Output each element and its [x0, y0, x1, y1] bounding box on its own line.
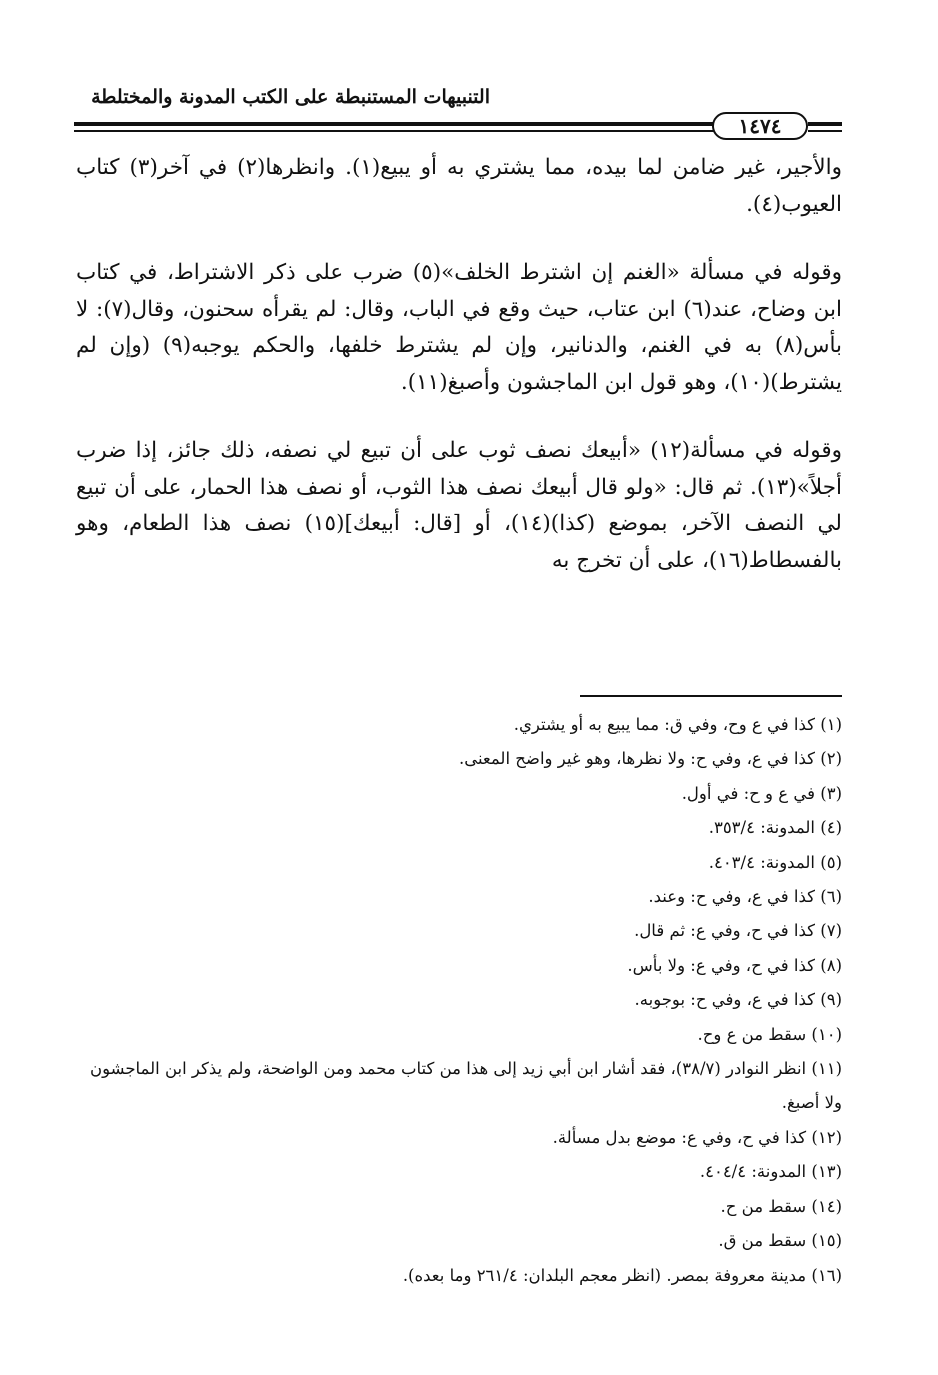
footnote-3: (٣) في ع و ح: في أول. — [681, 783, 842, 803]
footnote-16: (١٦) مدينة معروفة بمصر. (انظر معجم البلدان: ٢٦١/٤ وما بعده). — [402, 1265, 842, 1285]
footnote-1: (١) كذا في ع وح، وفي ق: مما يبيع به أو يشتري. — [513, 715, 842, 734]
paragraph-3: وقوله في مسألة(١٢) «أبيعك نصف ثوب على أن تبيع لي نصفه، ذلك جائز، إذا ضرب أجلاً»(١٣). ثم قال: «ولو قال أبيعك نصف هذا الثوب، أو نصف هذا الحمار، على أن تبيع لي النصف الآخر، بموضع (كذا)(١٤)، أو [قال: أبيعك](١٥) نصف هذا الطعام، وهو بالفسطاط(١٦)، على أن تخرج به — [76, 438, 842, 573]
page-number: ١٤٧٤ — [738, 114, 782, 138]
paragraph-1: والأجير، غير ضامن لما بيده، مما يشتري به أو يبيع(١). وانظرها(٢) في آخر(٣) كتاب العيوب(٤). — [76, 155, 842, 217]
footnote-13: (١٣) المدونة: ٤٠٤/٤. — [699, 1162, 842, 1182]
footnote-14: (١٤) سقط من ح. — [720, 1196, 842, 1216]
header-rule-right-thin — [808, 130, 842, 132]
footnote-12: (١٢) كذا في ح، وفي ع: موضع بدل مسألة. — [552, 1127, 842, 1147]
footnote-2: (٢) كذا في ع، وفي ح: ولا نظرها، وهو غير واضح المعنى. — [458, 749, 842, 769]
page-number-badge — [712, 112, 808, 140]
footnote-5: (٥) المدونة: ٤٠٣/٤. — [708, 852, 842, 872]
header-rule-right-thick — [808, 122, 842, 126]
main-text — [76, 150, 842, 579]
running-header-title: التنبيهات المستنبطة على الكتب المدونة والمختلطة — [91, 86, 490, 108]
footnote-9: (٩) كذا في ع، وفي ح: بوجوبه. — [634, 990, 842, 1010]
paragraph-2: وقوله في مسألة «الغنم إن اشترط الخلف»(٥) ضرب على ذكر الاشتراط، في كتاب ابن وضاح، عند(٦) ابن عتاب، حيث وقع في الباب، وقال: لم يقرأه سحنون، وقال(٧): لا بأس(٨) به في الغنم، والدنانير، وإن لم يشترط خلفها، والحكم يوجبه(٩) (وإن لم يشترط)(١٠)، وهو قول ابن الماجشون وأصبغ(١١). — [76, 260, 843, 395]
footnote-10: (١٠) سقط من ع وح. — [697, 1024, 842, 1044]
footnote-8: (٨) كذا في ح، وفي ع: ولا بأس. — [627, 955, 842, 975]
header-rule-thin — [74, 130, 714, 132]
header-rule-thick — [74, 122, 714, 126]
footnote-4: (٤) المدونة: ٣٥٣/٤. — [708, 818, 842, 838]
footnote-15: (١٥) سقط من ق. — [718, 1231, 842, 1251]
footnotes-list — [76, 708, 842, 1293]
footnote-7: (٧) كذا في ح، وفي ع: ثم قال. — [634, 921, 842, 941]
footnote-11: (١١) انظر النوادر (٣٨/٧)، فقد أشار ابن أبي زيد إلى هذا من كتاب محمد ومن الواضحة، ولم يذكر ابن الماجشون ولا أصبغ. — [89, 1059, 842, 1113]
footnote-separator — [580, 695, 842, 697]
footnote-6: (٦) كذا في ع، وفي ح: وعند. — [648, 887, 842, 907]
